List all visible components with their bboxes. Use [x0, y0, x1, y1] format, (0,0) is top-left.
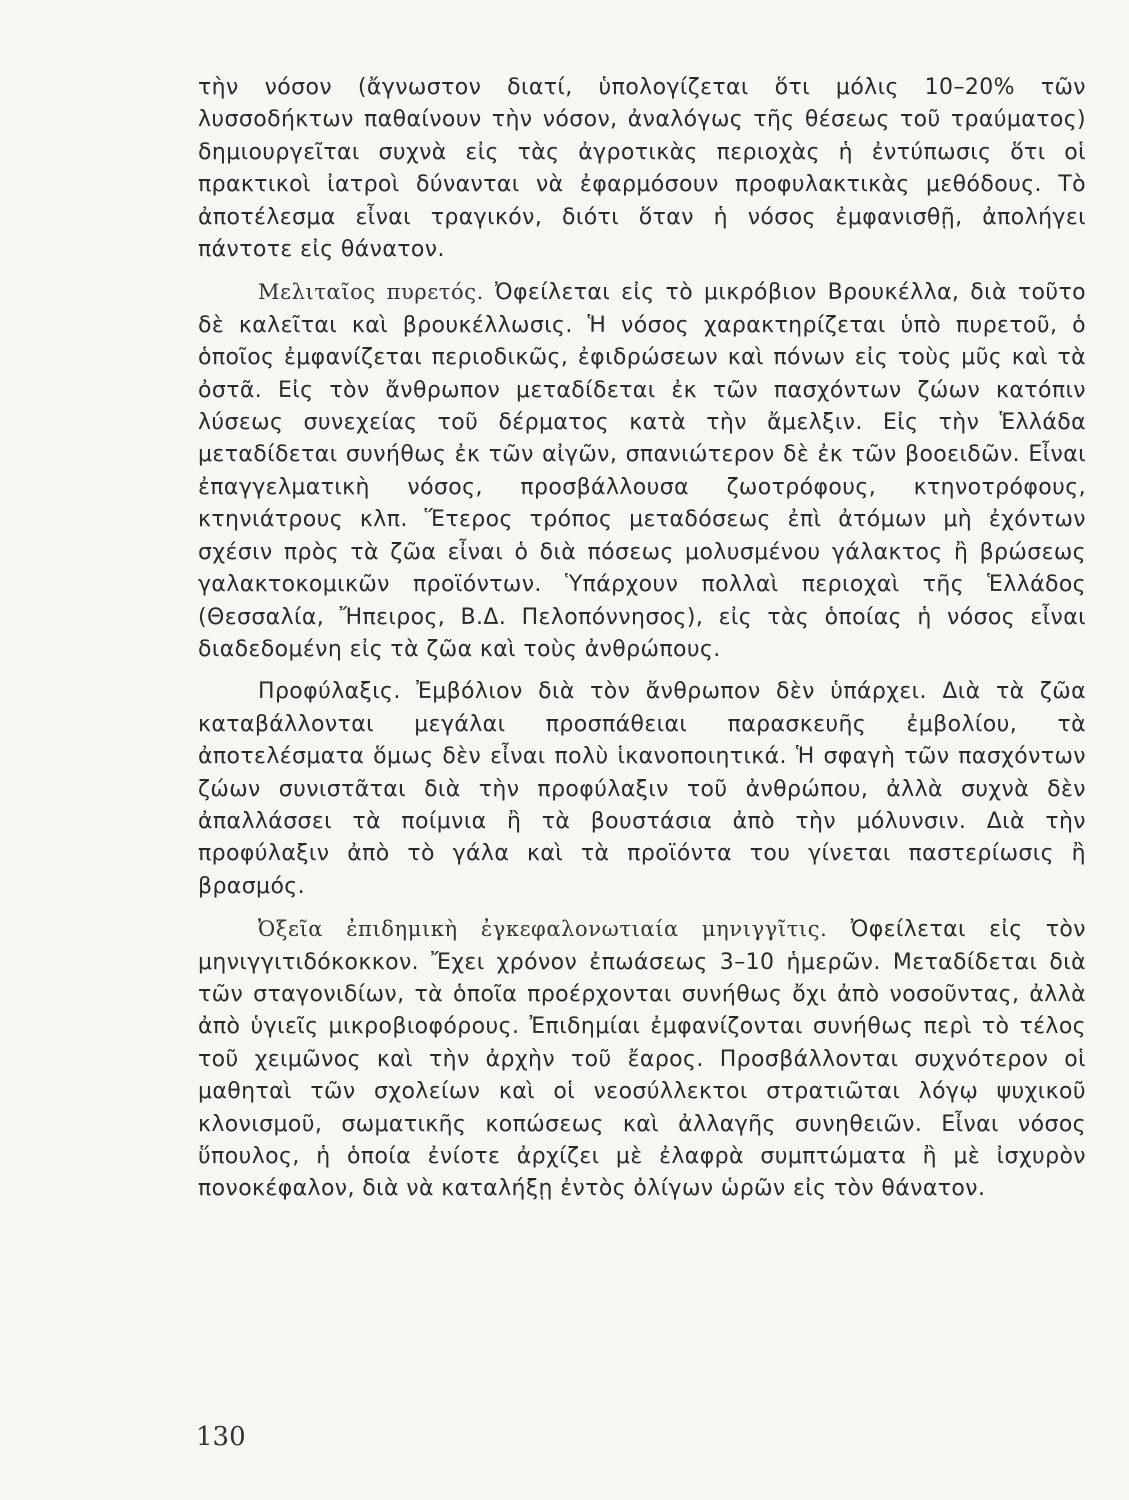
paragraph-rabies-continued	[198, 72, 1086, 266]
page-number: 130	[196, 1422, 246, 1452]
section-heading-meningitis: Ὀξεῖα ἐπιδημικὴ ἐγκεφαλονωτιαία μηνιγγῖτις.	[258, 917, 828, 942]
paragraph-text: τὴν νόσον (ἄγνωστον διατί, ὑπολογίζεται ὅτι μόλις 10–20% τῶν λυσσοδήκτων παθαίνουν τὴν νόσον, ἀναλόγως τῆς θέσεως τοῦ τραύματος) δημιουργεῖται συχνὰ εἰς τὰς ἀγροτικὰς περιοχὰς ἡ ἐντύπωσις ὅτι οἱ πρακτικοὶ ἰατροὶ δύνανται νὰ ἐφαρμόσουν προφυλακτικὰς μεθόδους. Τὸ ἀποτέλεσμα εἶναι τραγικόν, διότι ὅταν ἡ νόσος ἐμφανισθῇ, ἀπολήγει πάντοτε εἰς θάνατον.	[198, 75, 1086, 263]
body-text	[198, 72, 1086, 1206]
section-heading-brucellosis: Μελιταῖος πυρετός.	[258, 280, 484, 305]
paragraph-text: Ὀφείλεται εἰς τὸ μικρόβιον Βρουκέλλα, διὰ τοῦτο δὲ καλεῖται καὶ βρουκέλλωσις. Ἡ νόσος χαρακτηρίζεται ὑπὸ πυρετοῦ, ὁ ὁποῖος ἐμφανίζεται περιοδικῶς, ἐφιδρώσεων καὶ πόνων εἰς τοὺς μῦς καὶ τὰ ὀστᾶ. Εἰς τὸν ἄνθρωπον μεταδίδεται ἐκ τῶν πασχόντων ζώων κατόπιν λύσεως συνεχείας τοῦ δέρματος κατὰ τὴν ἄμελξιν. Εἰς τὴν Ἑλλάδα μεταδίδεται συνήθως ἐκ τῶν αἰγῶν, σπανιώτερον δὲ ἐκ τῶν βοοειδῶν. Εἶναι ἐπαγγελματικὴ νόσος, προσβάλλουσα ζωοτρόφους, κτηνοτρόφους, κτηνιάτρους κλπ. Ἕτερος τρόπος μεταδόσεως ἐπὶ ἀτόμων μὴ ἐχόντων σχέσιν πρὸς τὰ ζῶα εἶναι ὁ διὰ πόσεως μολυσμένου γάλακτος ἢ βρώσεως γαλακτοκομικῶν προϊόντων. Ὑπάρχουν πολλαὶ περιοχαὶ τῆς Ἑλλάδος (Θεσσαλία, Ἤπειρος, Β.Δ. Πελοπόννησος), εἰς τὰς ὁποίας ἡ νόσος εἶναι διαδεδομένη εἰς τὰ ζῶα καὶ τοὺς ἀνθρώπους.	[198, 280, 1087, 662]
paragraph-brucellosis	[198, 276, 1086, 666]
paragraph-text: Προφύλαξις. Ἐμβόλιον διὰ τὸν ἄνθρωπον δὲν ὑπάρχει. Διὰ τὰ ζῶα καταβάλλονται μεγάλαι προσπάθειαι παρασκευῆς ἐμβολίου, τὰ ἀποτελέσματα ὅμως δὲν εἶναι πολὺ ἱκανοποιητικά. Ἡ σφαγὴ τῶν πασχόντων ζώων συνιστᾶται διὰ τὴν προφύλαξιν τοῦ ἀνθρώπου, ἀλλὰ συχνὰ δὲν ἀπαλλάσσει τὰ ποίμνια ἢ τὰ βουστάσια ἀπὸ τὴν μόλυνσιν. Διὰ τὴν προφύλαξιν ἀπὸ τὸ γάλα καὶ τὰ προϊόντα του γίνεται παστερίωσις ἢ βρασμός.	[198, 679, 1086, 899]
paragraph-meningitis	[198, 913, 1086, 1206]
paragraph-text: Ὀφείλεται εἰς τὸν μηνιγγιτιδόκοκκον. Ἔχει χρόνον ἐπωάσεως 3–10 ἡμερῶν. Μεταδίδεται διὰ τῶν σταγονιδίων, τὰ ὁποῖα προέρχονται συνήθως ὄχι ἀπὸ νοσοῦντας, ἀλλὰ ἀπὸ ὑγιεῖς μικροβιοφόρους. Ἐπιδημίαι ἐμφανίζονται συνήθως περὶ τὸ τέλος τοῦ χειμῶνος καὶ τὴν ἀρχὴν τοῦ ἔαρος. Προσβάλλονται συχνότερον οἱ μαθηταὶ τῶν σχολείων καὶ οἱ νεοσύλλεκτοι στρατιῶται λόγῳ ψυχικοῦ κλονισμοῦ, σωματικῆς κοπώσεως καὶ ἀλλαγῆς συνηθειῶν. Εἶναι νόσος ὕπουλος, ἡ ὁποία ἐνίοτε ἀρχίζει μὲ ἐλαφρὰ συμπτώματα ἢ μὲ ἰσχυρὸν πονοκέφαλον, διὰ νὰ καταλήξῃ ἐντὸς ὀλίγων ὡρῶν εἰς τὸν θάνατον.	[198, 917, 1086, 1202]
paragraph-prophylaxis	[198, 676, 1086, 903]
